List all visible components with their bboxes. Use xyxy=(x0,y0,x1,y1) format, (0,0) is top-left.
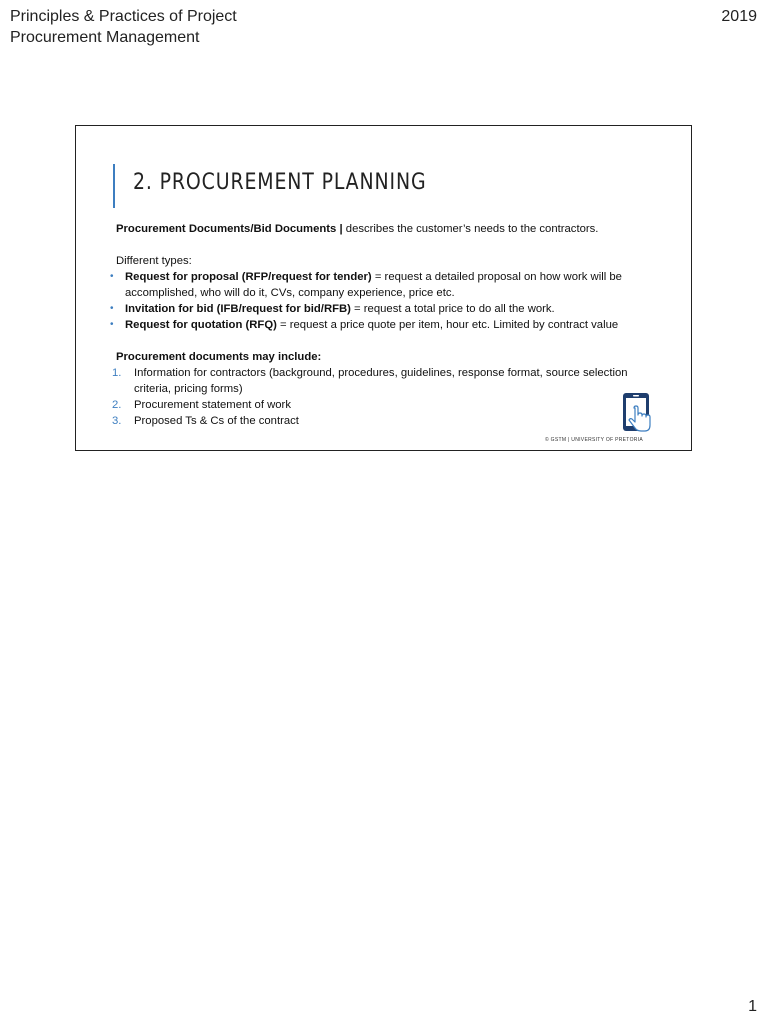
list-item xyxy=(112,365,656,397)
slide xyxy=(75,125,692,451)
list-item xyxy=(110,269,656,301)
item-text: Procurement statement of work xyxy=(134,399,291,411)
type-description: = request a total price to do all the work. xyxy=(350,303,555,315)
item-number: 1. xyxy=(112,367,122,379)
page-header-year: 2019 xyxy=(721,8,757,25)
type-name: Request for quotation (RFQ) xyxy=(125,319,277,331)
item-number: 2. xyxy=(112,399,122,411)
types-list xyxy=(110,269,656,333)
tablet-touch-icon xyxy=(622,392,654,436)
bullet-icon: • xyxy=(110,303,114,314)
item-text: Proposed Ts & Cs of the contract xyxy=(134,415,299,427)
title-accent-bar xyxy=(113,164,115,208)
item-text: Information for contractors (background, procedures, guidelines, response format, source selection criteria, pricing forms) xyxy=(134,367,628,395)
lead-bold: Procurement Documents/Bid Documents | xyxy=(116,223,343,235)
slide-body xyxy=(110,221,656,429)
types-heading: Different types: xyxy=(116,255,192,267)
includes-list xyxy=(112,365,656,429)
page-header-title xyxy=(10,6,237,48)
item-number: 3. xyxy=(112,415,122,427)
list-item xyxy=(110,301,656,317)
copyright-footer: © GSTM | UNIVERSITY OF PRETORIA xyxy=(545,437,643,443)
header-title-line-2: Procurement Management xyxy=(10,29,200,46)
type-name: Invitation for bid (IFB/request for bid/RFB) xyxy=(125,303,351,315)
list-item xyxy=(112,397,656,413)
list-item xyxy=(110,317,656,333)
type-description: = request a detailed proposal on how work will be accomplished, who will do it, CVs, company experience, price etc. xyxy=(125,271,622,299)
list-item xyxy=(112,413,656,429)
type-description: = request a price quote per item, hour etc. Limited by contract value xyxy=(276,319,619,331)
bullet-icon: • xyxy=(110,319,114,330)
bullet-icon: • xyxy=(110,271,114,282)
type-name: Request for proposal (RFP/request for tender) xyxy=(125,271,372,283)
page-number: 1 xyxy=(748,998,757,1015)
lead-rest: describes the customer’s needs to the contractors. xyxy=(345,223,599,235)
slide-title: 2. PROCUREMENT PLANNING xyxy=(133,170,427,195)
header-title-line-1: Principles & Practices of Project xyxy=(10,8,237,25)
includes-heading: Procurement documents may include: xyxy=(116,351,322,363)
lead-paragraph xyxy=(116,221,656,237)
